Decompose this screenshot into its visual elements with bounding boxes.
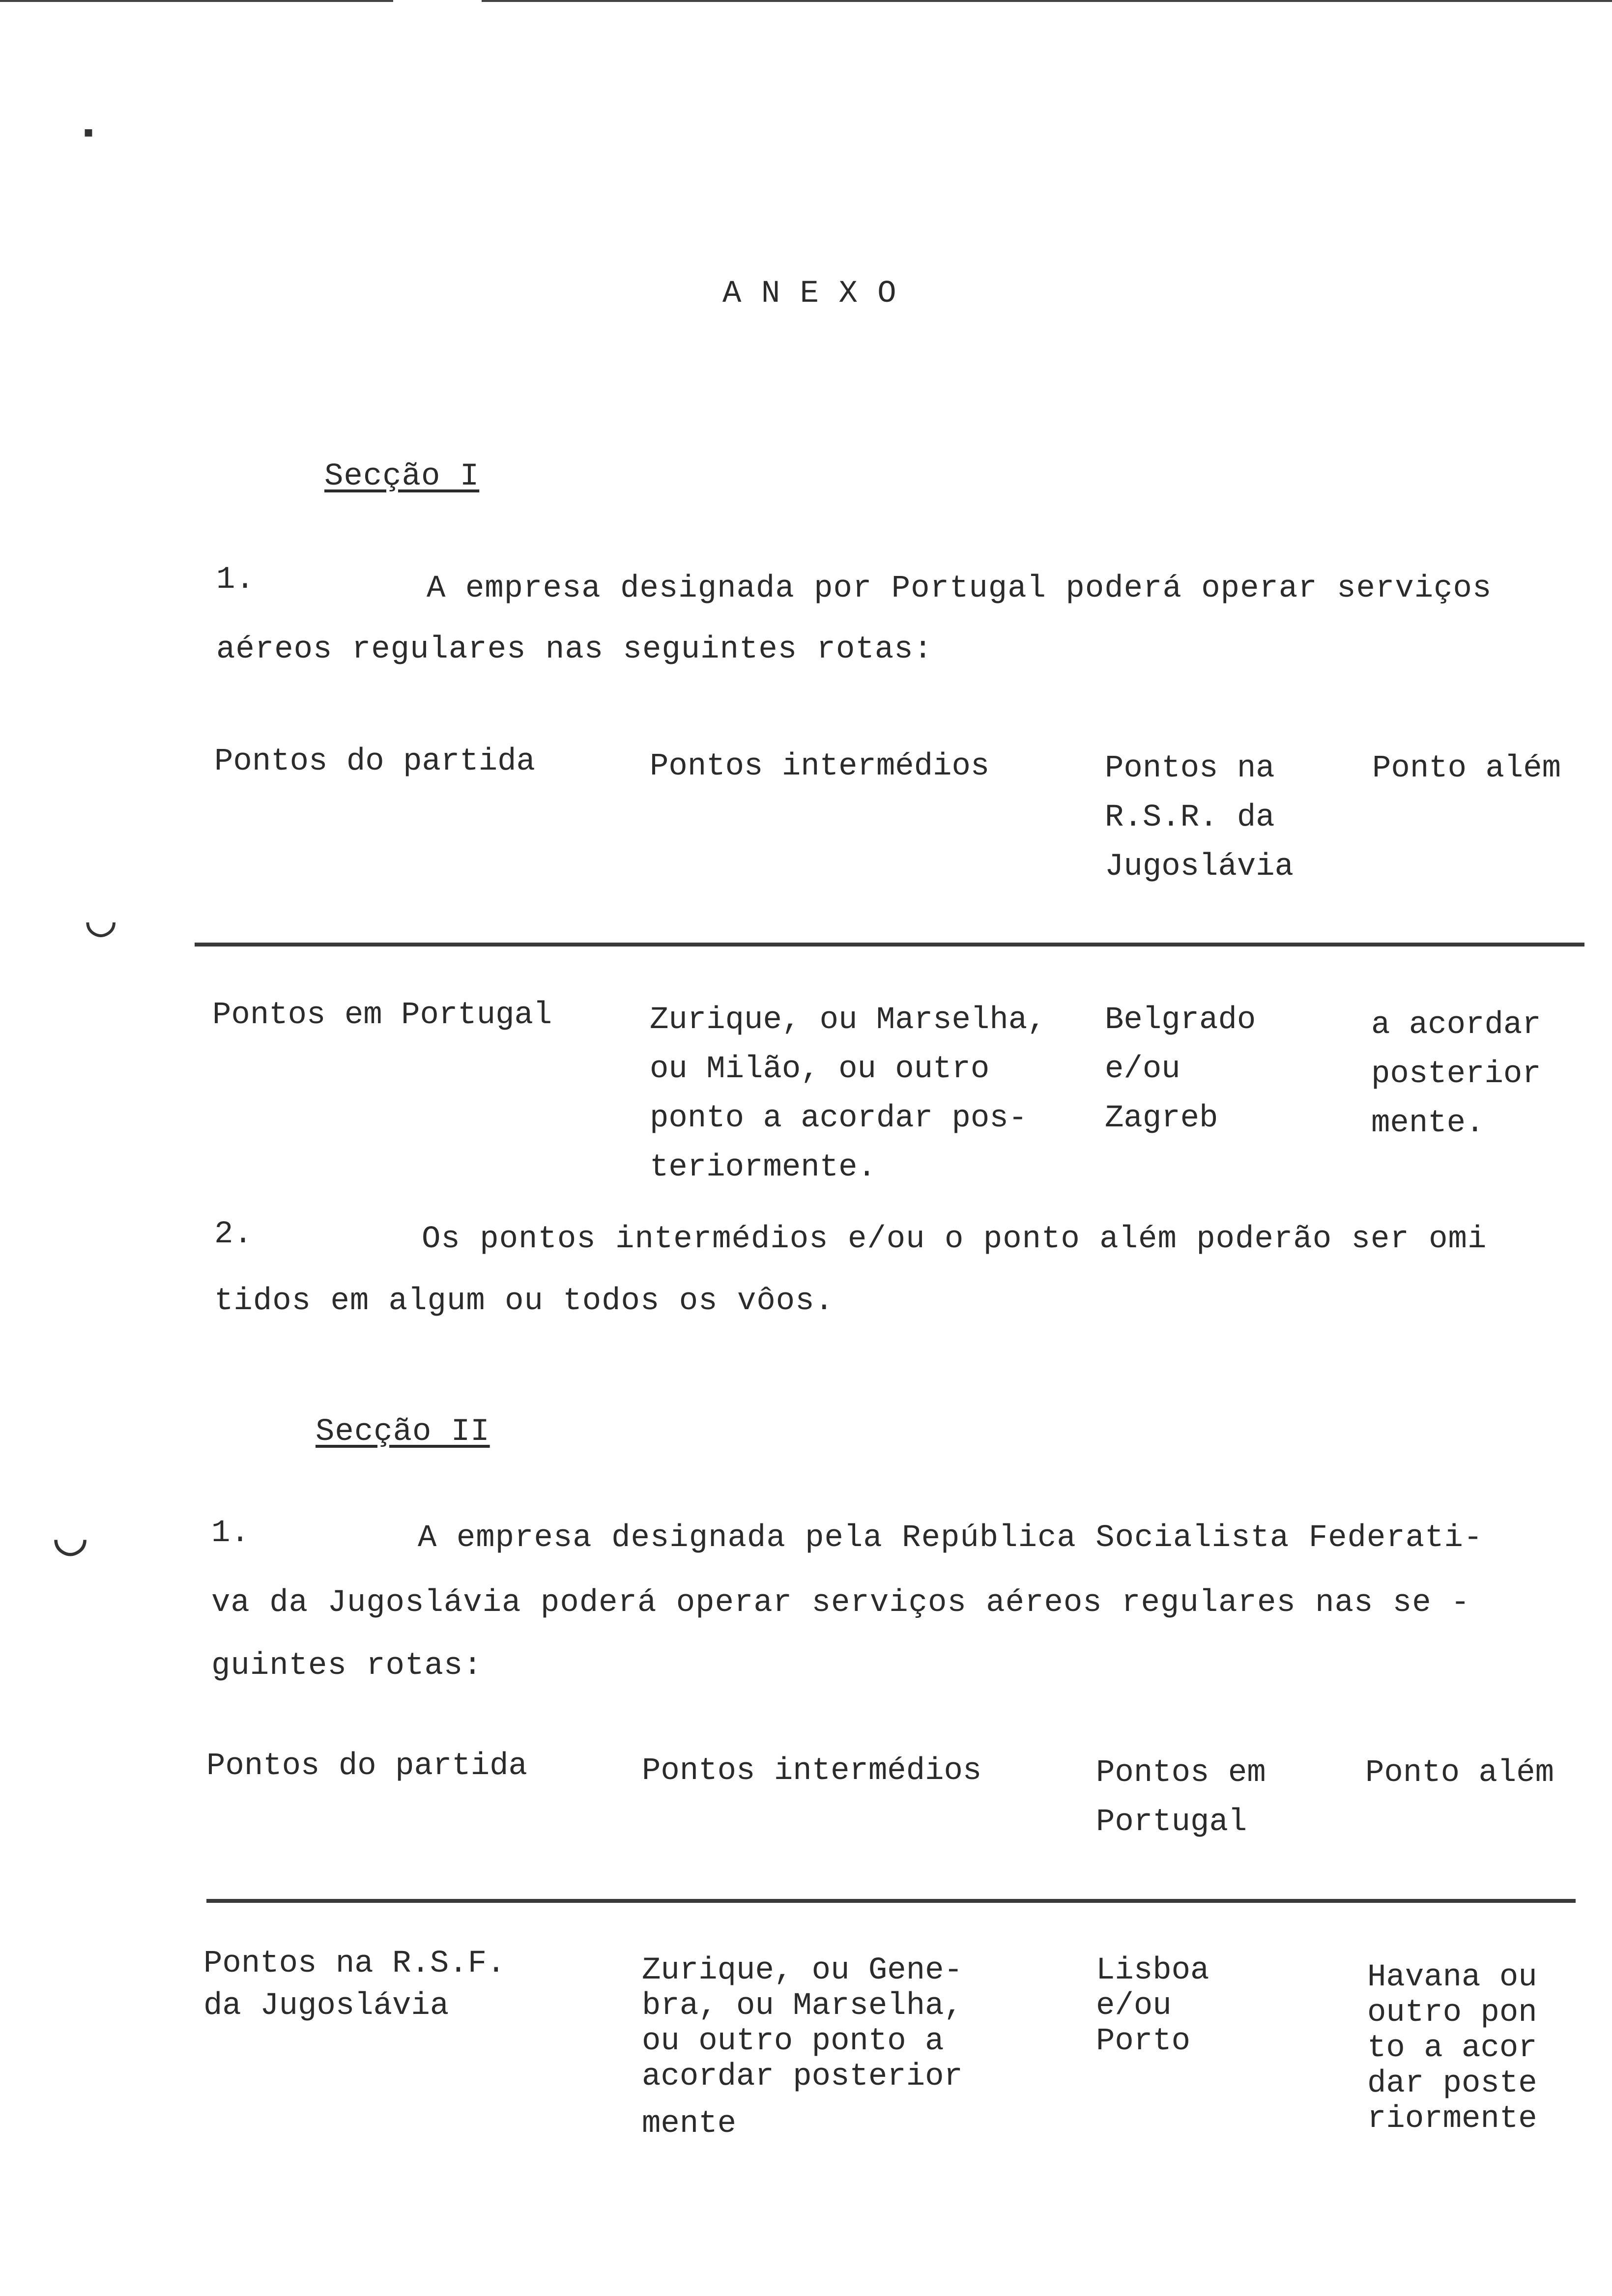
table-header-cell: Pontos intermédios (642, 1753, 982, 1789)
table-header-cell: Pontos do partida (214, 744, 535, 779)
paragraph-line: aéreos regulares nas seguintes rotas: (216, 632, 933, 667)
table-header-cell: Pontos do partida (206, 1749, 527, 1784)
table-rule (206, 1899, 1576, 1903)
table-header-cell: Ponto além (1372, 751, 1561, 786)
paragraph-number: 1. (211, 1516, 250, 1551)
table-cell: Lisboa e/ou Porto (1096, 1953, 1209, 2059)
margin-mark: ◡ (54, 1509, 87, 1571)
table-cell: Belgrado e/ou Zagreb (1105, 1003, 1256, 1136)
document-title: A N E X O (722, 276, 897, 312)
table-cell: Pontos na R.S.F. da Jugoslávia (203, 1946, 506, 2024)
table-cell: Pontos em Portugal (212, 998, 552, 1033)
paragraph-line: A empresa designada por Portugal poderá operar serviços (427, 571, 1492, 606)
table-cell: a acordar posterior mente. (1371, 1007, 1541, 1141)
section-heading: Secção II (316, 1414, 490, 1450)
paragraph-line: A empresa designada pela República Socialista Federati- (418, 1521, 1483, 1556)
table-cell: Zurique, ou Gene- bra, ou Marselha, ou outro ponto a acordar posterior mente (642, 1953, 963, 2142)
scan-edge-line (482, 0, 1612, 2)
paragraph-number: 1. (216, 562, 255, 598)
table-rule (195, 943, 1584, 947)
margin-mark: ▪ (80, 118, 98, 151)
paragraph-line: Os pontos intermédios e/ou o ponto além poderão ser omi (422, 1222, 1487, 1257)
section-heading: Secção I (324, 459, 480, 494)
scan-edge-line (0, 0, 393, 2)
table-cell: Zurique, ou Marselha, ou Milão, ou outro ponto a acordar pos- teriormente. (650, 1003, 1046, 1185)
paragraph-number: 2. (214, 1217, 253, 1252)
table-cell: Havana ou outro pon to a acor dar poste riormente (1367, 1960, 1537, 2137)
table-header-cell: Pontos em Portugal (1096, 1755, 1266, 1840)
paragraph-line: guintes rotas: (211, 1648, 483, 1684)
margin-mark: ◡ (86, 895, 116, 950)
paragraph-line: tidos em algum ou todos os vôos. (214, 1284, 834, 1319)
paragraph-line: va da Jugoslávia poderá operar serviços aéreos regulares nas se - (211, 1585, 1470, 1621)
table-header-cell: Ponto além (1365, 1755, 1554, 1791)
table-header-cell: Pontos intermédios (650, 749, 990, 784)
table-header-cell: Pontos na R.S.R. da Jugoslávia (1105, 751, 1294, 885)
